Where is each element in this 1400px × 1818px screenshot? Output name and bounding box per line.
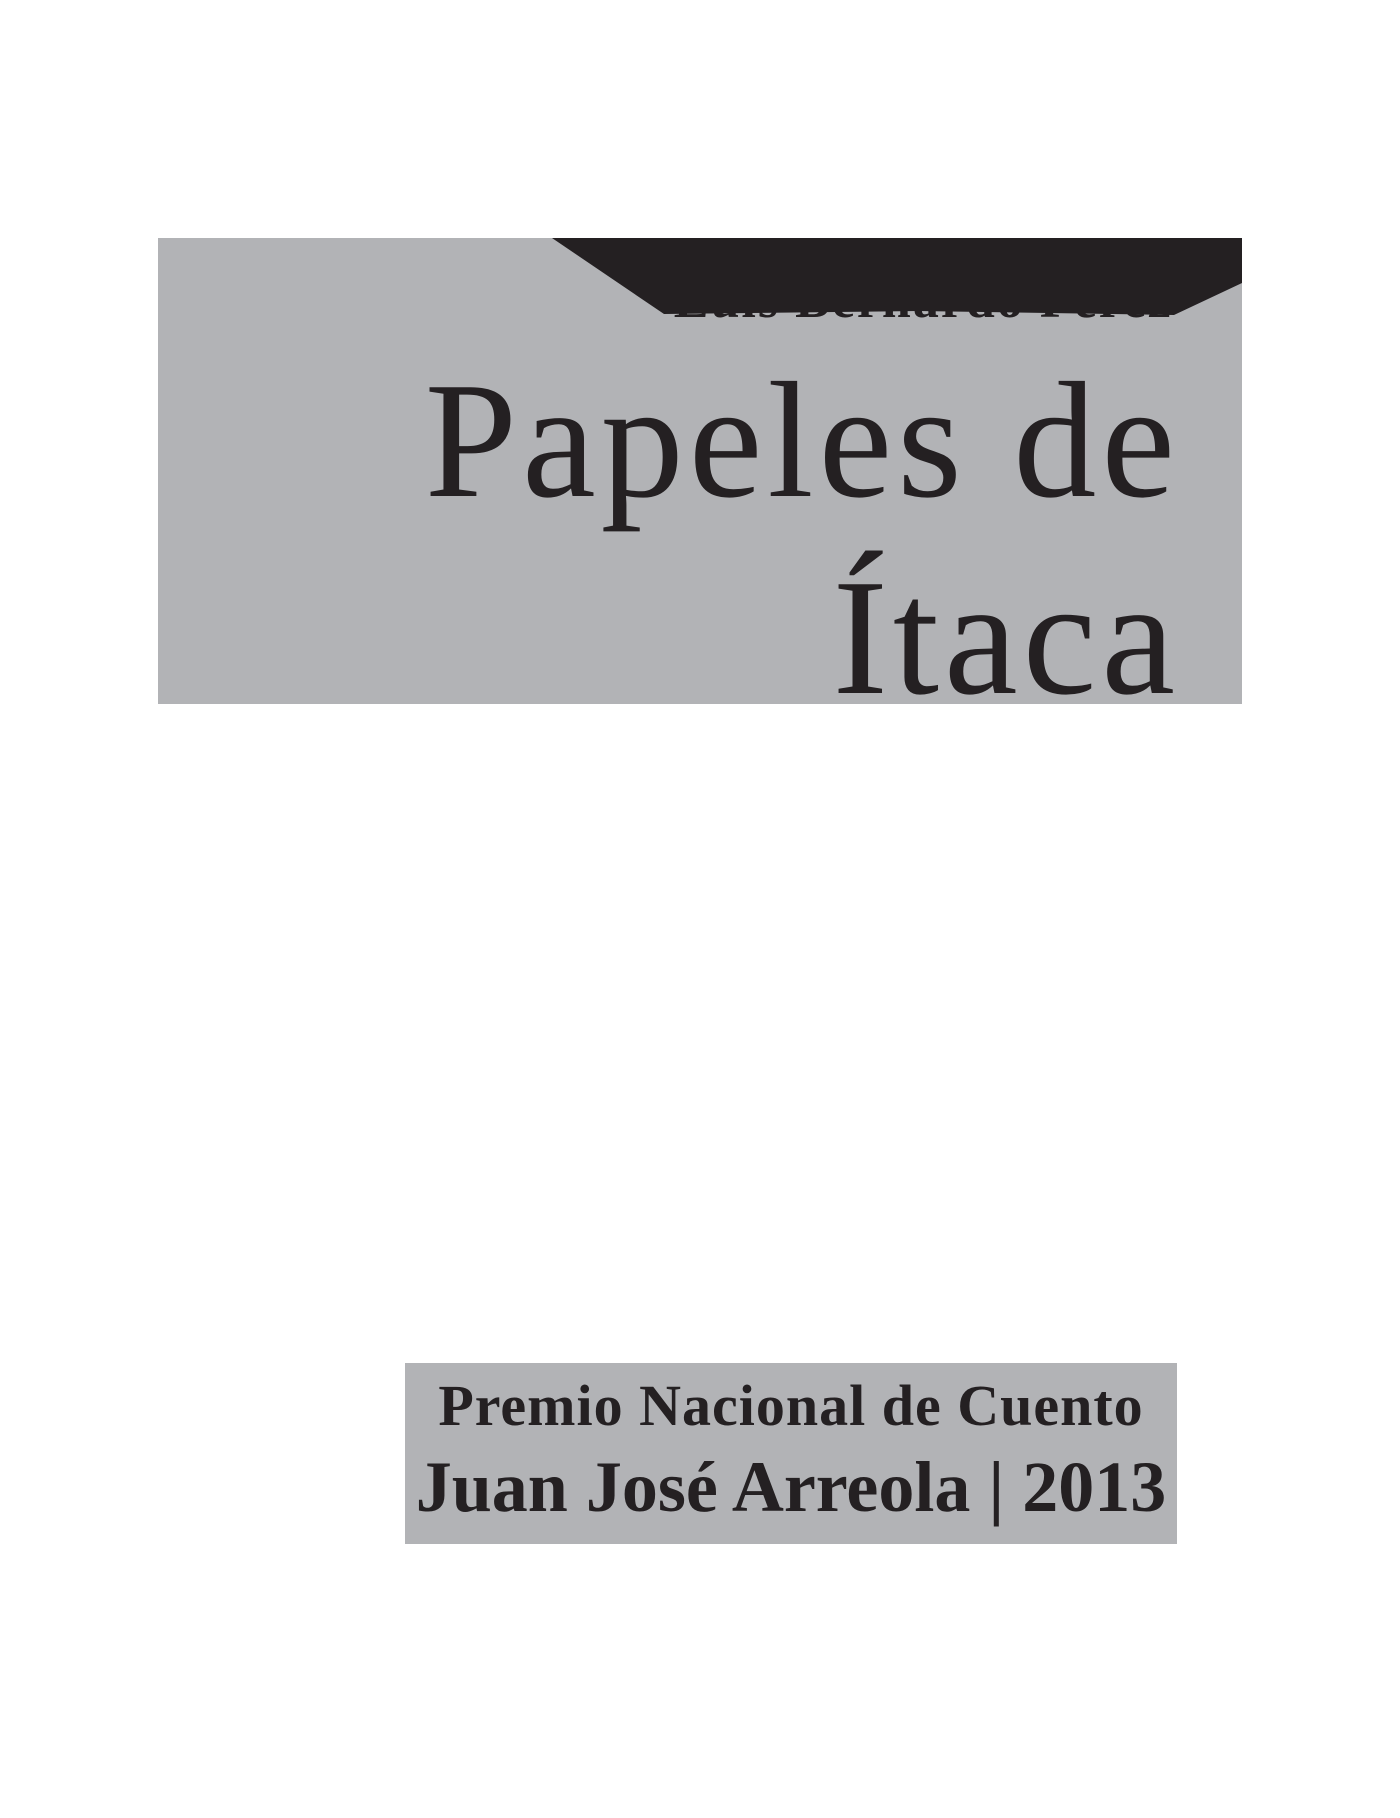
title-panel <box>158 238 1242 729</box>
book-title-line2: Ítaca <box>832 545 1180 729</box>
book-title <box>425 342 1180 736</box>
author-banner-ribbon <box>158 238 1242 320</box>
award-honoree-year-text: Juan José Arreola | 2013 <box>415 1447 1167 1527</box>
award-name-text: Premio Nacional de Cuento <box>438 1373 1144 1438</box>
book-title-line1: Papeles de <box>424 348 1180 532</box>
award-panel <box>405 1363 1177 1544</box>
